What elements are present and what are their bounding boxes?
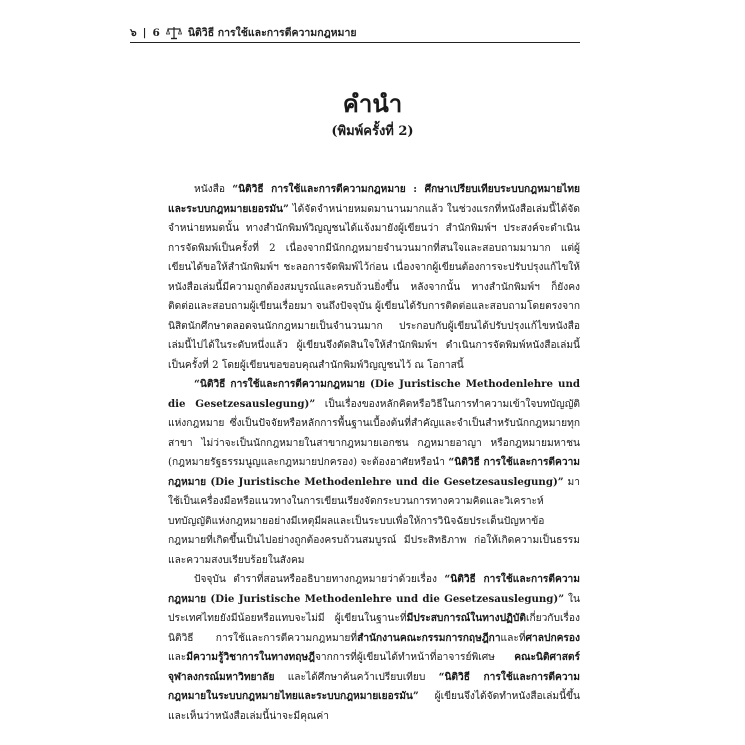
text-run: เป็นเรื่องของหลักคิดหรือวิธีในการทำความเข้าใจบทบัญญัติแห่งกฎหมาย ซึ่งเป็นปัจจัยหรือหลักการพื้นฐานเบื้องต้นที่สำคัญและจำเป็นสำหรับนักกฎหมายทุกสาขา ไม่ว่าจะเป็นนักกฎหมายในสาขากฎหมายเอกชน กฎหมายอาญา หรือกฎหมายมหาชน (กฎหมายรัฐธรรมนูญและกฎหมายปกครอง) จะต้องอาศัยหรือนำ <box>168 398 580 468</box>
text-run: จากการที่ผู้เขียนได้ทำหน้าที่อาจารย์พิเศษ <box>314 652 515 663</box>
page-number-thai: ๖ <box>130 27 137 39</box>
bold-text-run: “นิติวิธี การใช้และการตีความกฎหมาย (Die Juristische Methodenlehre und die Gesetzesauslegung)” <box>168 456 581 488</box>
text-run: ได้จัดจำหน่ายหมดมานานมากแล้ว ในช่วงแรกที่หนังสือเล่มนี้ได้จัดจำหน่ายหมดนั้น ทางสำนักพิมพ์วิญญูชนได้แจ้งมายังผู้เขียนว่า สำนักพิมพ์ฯ ประสงค์จะดำเนินการจัดพิมพ์เป็นครั้งที่ 2 เนื่องจากมีนักกฎหมายจำนวนมากที่สนใจและสอบถามมามาก แต่ผู้เขียนได้ขอให้สำนักพิมพ์ฯ ชะลอการจัดพิมพ์ไว้ก่อน เนื่องจากผู้เขียนต้องการจะปรับปรุงแก้ไขให้หนังสือเล่มนี้มีความถูกต้องสมบูรณ์และครบถ้วนยิ่งขึ้น หลังจากนั้น ทางสำนักพิมพ์ฯ ก็ยังคงติดต่อและสอบถามผู้เขียนเรื่อยมา จนถึงปัจจุบัน ผู้เขียนได้รับการติดต่อและสอบถามโดยตรงจากนิสิตนักศึกษาตลอดจนนักกฎหมายเป็นจำนวนมาก ประกอบกับผู้เขียนได้ปรับปรุงแก้ไขหนังสือเล่มนี้ไปได้ในระดับหนึ่งแล้ว ผู้เขียนจึงตัดสินใจให้สำนักพิมพ์ฯ ดำเนินการจัดพิมพ์หนังสือเล่มนี้เป็นครั้งที่ 2 โดยผู้เขียนขอขอบคุณสำนักพิมพ์วิญญูชนไว้ ณ โอกาสนี้ <box>168 203 580 371</box>
bold-text-run: สำนักงานคณะกรรมการกฤษฎีกา <box>357 631 501 644</box>
running-head-title: นิติวิธี การใช้และการตีความกฎหมาย <box>187 27 357 39</box>
running-head <box>130 24 580 41</box>
text-run: ปัจจุบัน ตำราที่สอนหรืออธิบายทางกฎหมายว่าด้วยเรื่อง <box>194 574 445 585</box>
bold-text-run: “นิติวิธี การใช้และการตีความกฎหมาย : ศึกษาเปรียบเทียบระบบกฎหมายไทยและระบบกฎหมายเยอรมัน” <box>168 183 580 215</box>
bold-text-run: คณะนิติศาสตร์ จุฬาลงกรณ์มหาวิทยาลัย <box>168 651 580 683</box>
paragraph-3 <box>168 570 580 726</box>
page-title: คำนำ <box>342 89 403 118</box>
text-run: ในประเทศไทยยังมีน้อยหรือแทบจะไม่มี ผู้เขียนในฐานะที่ <box>168 593 580 624</box>
text-run: และได้ศึกษาค้นคว้าเปรียบเทียบ <box>274 671 439 683</box>
text-run: และที่ <box>500 632 526 644</box>
edition-subtitle: (พิมพ์ครั้งที่ 2) <box>331 124 414 139</box>
body-text <box>168 180 580 726</box>
text-run: มาใช้เป็นเครื่องมือหรือแนวทางในการเขียนเรียงจัดกระบวนการทางความคิดและวิเคราะห์บทบัญญัติแห่งกฎหมายอย่างมีเหตุมีผลและเป็นระบบเพื่อให้การวินิจฉัยประเด็นปัญหาข้อกฎหมายที่เกิดขึ้นเป็นไปอย่างถูกต้องครบถ้วนสมบูรณ์ มีประสิทธิภาพ ก่อให้เกิดความเป็นธรรมและความสงบเรียบร้อยในสังคม <box>168 476 580 566</box>
running-head-separator: | <box>142 26 147 39</box>
text-run: หนังสือ <box>194 184 233 195</box>
bold-text-run: “นิติวิธี การใช้และการตีความกฎหมาย (Die Juristische Methodenlehre und die Gesetzesauslegung)” <box>168 378 580 410</box>
scales-of-justice-icon <box>166 26 182 40</box>
bold-text-run: “นิติวิธี การใช้และการตีความกฎหมายในระบบกฎหมายไทยและระบบกฎหมายเยอรมัน” <box>168 670 580 702</box>
bold-text-run: มีประสบการณ์ในทางปฏิบัติ <box>406 612 526 624</box>
bold-text-run: “นิติวิธี การใช้และการตีความกฎหมาย (Die Juristische Methodenlehre und die Gesetzesauslegung)” <box>168 573 580 605</box>
bold-text-run: มีความรู้วิชาการในทางทฤษฎี <box>186 651 315 663</box>
header-rule <box>130 42 580 43</box>
text-run: ผู้เขียนจึงได้จัดทำหนังสือเล่มนี้ขึ้นและเห็นว่าหนังสือเล่มนี้น่าจะมีคุณค่า <box>168 691 580 722</box>
text-run: และ <box>168 652 187 663</box>
bold-text-run: ศาลปกครอง <box>525 631 580 644</box>
page-number: 6 <box>152 26 160 39</box>
paragraph-2 <box>168 375 580 570</box>
text-run: เกี่ยวกับเรื่องนิติวิธี การใช้และการตีความกฎหมายที่ <box>168 613 580 644</box>
paragraph-1 <box>168 180 580 375</box>
